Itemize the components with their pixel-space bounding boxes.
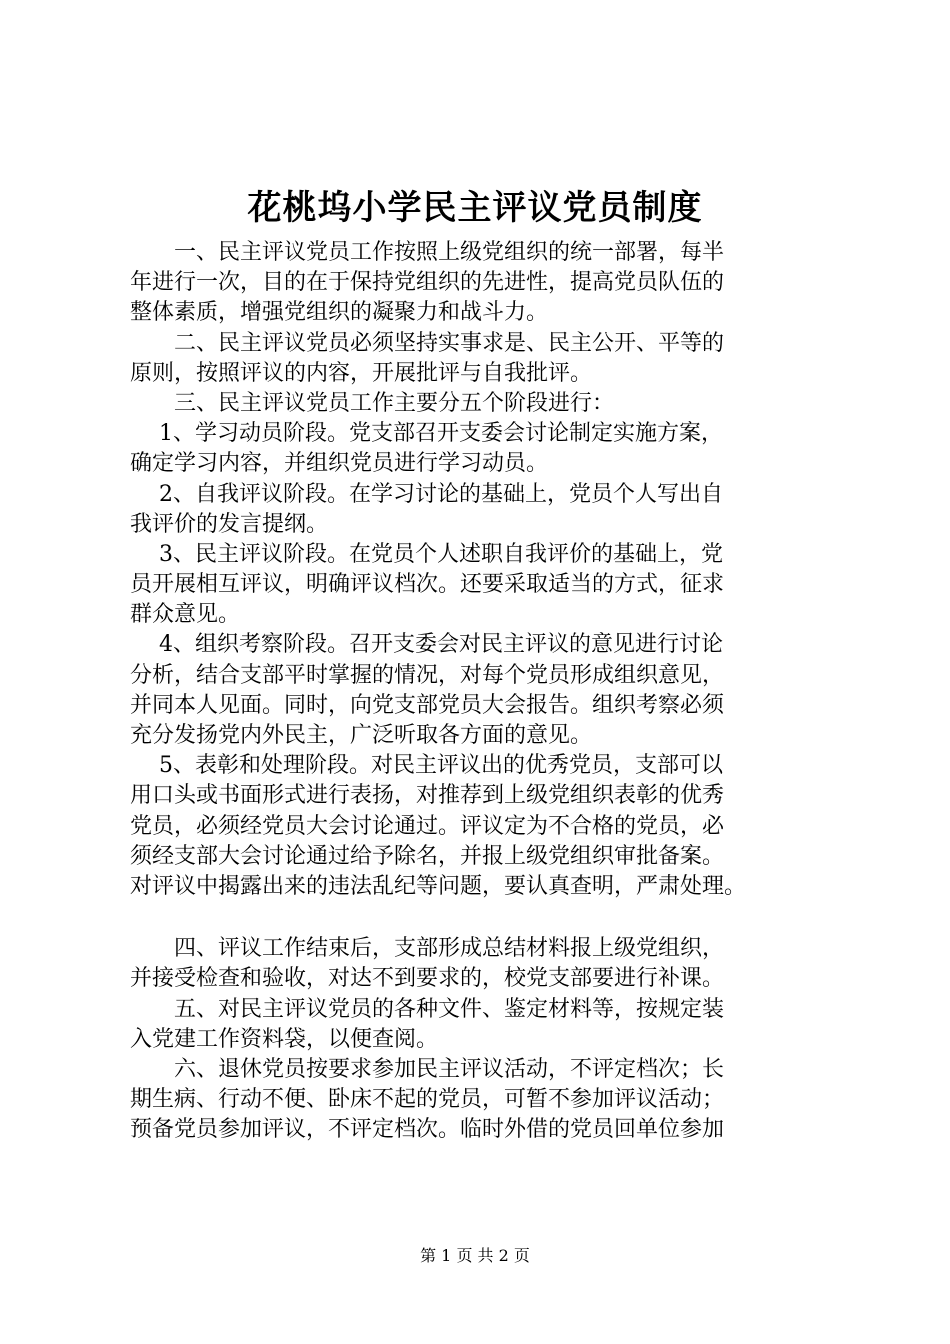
body-line: 我评价的发言提纲。 (130, 511, 329, 537)
body-line: 群众意见。 (130, 602, 241, 628)
body-line: 2、自我评议阶段。在学习讨论的基础上，党员个人写出自 (130, 481, 723, 507)
body-line: 年进行一次，目的在于保持党组织的先进性，提高党员队伍的 (130, 270, 725, 296)
body-line: 须经支部大会讨论通过给予除名，并报上级党组织审批备案。 (130, 843, 725, 869)
body-line: 3、民主评议阶段。在党员个人述职自我评价的基础上，党 (130, 541, 723, 567)
body-line: 入党建工作资料袋，以便查阅。 (130, 1026, 439, 1052)
body-line: 5、表彰和处理阶段。对民主评议出的优秀党员，支部可以 (130, 753, 723, 779)
paragraph-gap (130, 902, 840, 934)
body-line: 党员，必须经党员大会讨论通过。评议定为不合格的党员，必 (130, 813, 725, 839)
body-line: 1、学习动员阶段。党支部召开支委会讨论制定实施方案， (130, 421, 723, 447)
body-line: 二、民主评议党员必须坚持实事求是、民主公开、平等的 (130, 330, 725, 356)
body-line: 原则，按照评议的内容，开展批评与自我批评。 (130, 360, 593, 386)
body-line: 并同本人见面。同时，向党支部党员大会报告。组织考察必须 (130, 692, 725, 718)
document-title: 花桃坞小学民主评议党员制度 (247, 188, 703, 228)
body-line: 五、对民主评议党员的各种文件、鉴定材料等，按规定装 (130, 996, 725, 1022)
body-line: 三、民主评议党员工作主要分五个阶段进行： (130, 390, 615, 416)
body-line: 员开展相互评议，明确评议档次。还要采取适当的方式，征求 (130, 572, 725, 598)
body-line: 期生病、行动不便、卧床不起的党员，可暂不参加评议活动； (130, 1087, 725, 1113)
body-line: 4、组织考察阶段。召开支委会对民主评议的意见进行讨论 (130, 632, 723, 658)
body-line: 一、民主评议党员工作按照上级党组织的统一部署，每半 (130, 240, 725, 265)
body-line: 预备党员参加评议，不评定档次。临时外借的党员回单位参加 (130, 1117, 725, 1143)
body-line: 六、退休党员按要求参加民主评议活动，不评定档次；长 (130, 1056, 725, 1082)
body-line: 并接受检查和验收，对达不到要求的，校党支部要进行补课。 (130, 966, 725, 992)
document-body (130, 238, 840, 1145)
body-line: 对评议中揭露出来的违法乱纪等问题，要认真查明，严肃处理。 (130, 873, 747, 899)
body-line: 分析，结合支部平时掌握的情况，对每个党员形成组织意见， (130, 662, 725, 688)
body-line: 整体素质，增强党组织的凝聚力和战斗力。 (130, 300, 549, 326)
body-line: 用口头或书面形式进行表扬，对推荐到上级党组织表彰的优秀 (130, 783, 725, 809)
page-footer: 第 1 页 共 2 页 (420, 1246, 530, 1265)
body-line: 四、评议工作结束后，支部形成总结材料报上级党组织， (130, 936, 725, 962)
body-line: 充分发扬党内外民主，广泛听取各方面的意见。 (130, 723, 593, 748)
body-line: 确定学习内容，并组织党员进行学习动员。 (130, 451, 549, 477)
